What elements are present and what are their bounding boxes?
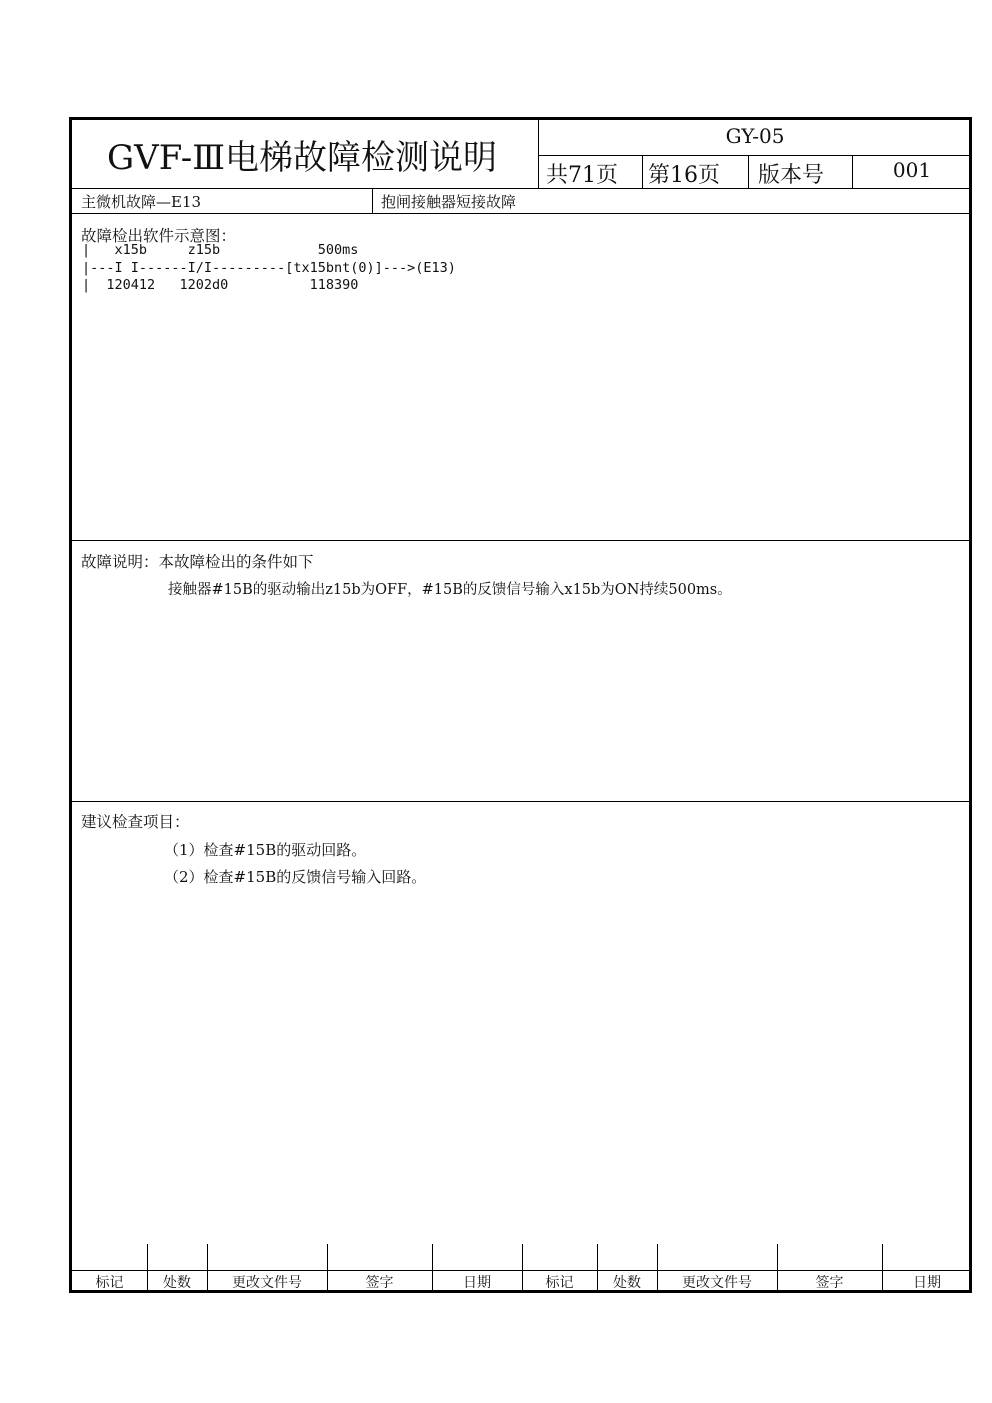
header-divider	[642, 155, 643, 188]
footer-label: 日期	[913, 1275, 941, 1291]
document-sheet	[69, 117, 972, 1293]
ladder-line: | x15b z15b 500ms	[82, 242, 359, 258]
fault-name: 抱闸接触器短接故障	[381, 193, 517, 211]
section-rule	[72, 801, 972, 802]
footer-label: 处数	[613, 1275, 641, 1291]
footer-label: 签字	[815, 1275, 844, 1291]
suggestion-item: （2）检查#15B的反馈信号输入回路。	[164, 868, 427, 886]
fault-category: 主微机故障—E13	[81, 193, 202, 211]
footer-label: 标记	[95, 1275, 124, 1291]
version-value: 001	[892, 158, 932, 182]
description-heading: 故障说明：本故障检出的条件如下	[81, 553, 314, 571]
header-rule	[538, 155, 972, 156]
footer-label: 更改文件号	[232, 1275, 302, 1291]
suggestions-heading: 建议检查项目：	[81, 813, 190, 831]
footer-label: 更改文件号	[682, 1275, 752, 1291]
page-number: 第16页	[648, 163, 720, 188]
ladder-line: |---I I------I/I---------[tx15bnt(0)]--->(E13)	[82, 260, 456, 276]
suggestion-item: （1）检查#15B的驱动回路。	[164, 841, 367, 859]
version-label: 版本号	[758, 163, 825, 188]
row-rule	[72, 213, 972, 214]
row-rule	[72, 188, 972, 189]
footer-label: 处数	[163, 1275, 191, 1291]
footer-label: 标记	[545, 1275, 574, 1291]
doc-code: GY-05	[725, 124, 785, 148]
document-title: GVF-Ⅲ电梯故障检测说明	[107, 138, 498, 178]
footer-label: 日期	[463, 1275, 491, 1291]
header-divider	[748, 155, 749, 188]
diagram-heading: 故障检出软件示意图：	[81, 227, 237, 245]
row-divider	[372, 188, 373, 213]
description-text: 接触器#15B的驱动输出z15b为OFF，#15B的反馈信号输入x15b为ON持续500ms。	[168, 582, 732, 598]
section-rule	[72, 540, 972, 541]
footer-label: 签字	[365, 1275, 394, 1291]
total-pages: 共71页	[546, 163, 618, 188]
ladder-line: | 120412 1202d0 118390	[82, 277, 359, 293]
